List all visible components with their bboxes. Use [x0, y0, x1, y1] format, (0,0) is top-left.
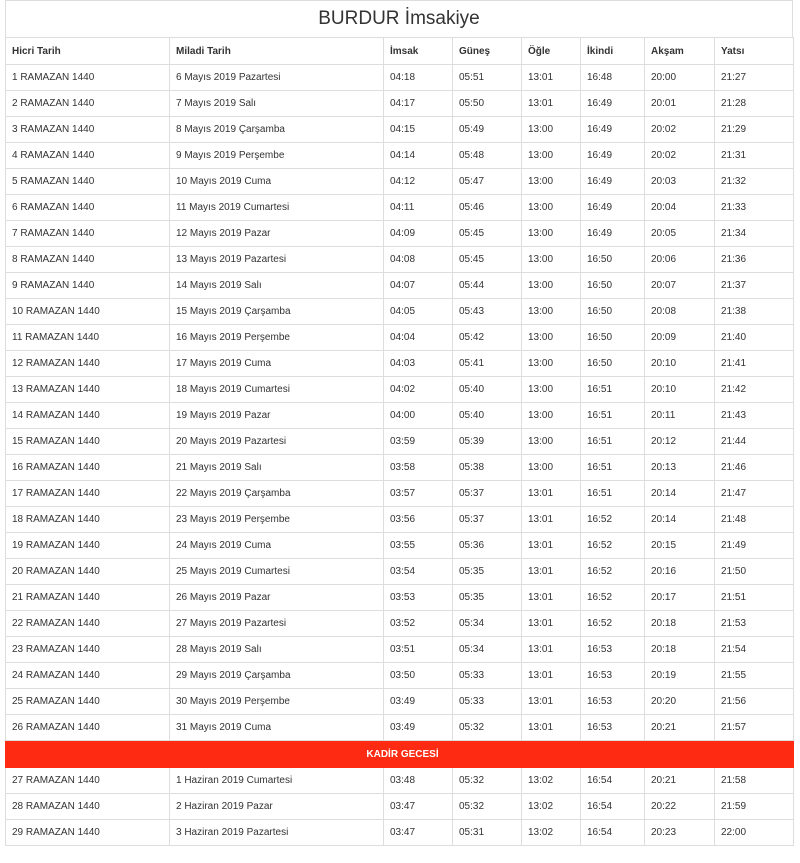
aksam-cell: 20:07 — [645, 273, 715, 299]
miladi-date-cell: 12 Mayıs 2019 Pazar — [170, 221, 384, 247]
ikindi-cell: 16:51 — [581, 429, 645, 455]
yatsi-cell: 21:40 — [715, 325, 794, 351]
imsak-cell: 03:59 — [384, 429, 453, 455]
aksam-cell: 20:22 — [645, 794, 715, 820]
ogle-cell: 13:00 — [522, 351, 581, 377]
imsak-cell: 03:50 — [384, 663, 453, 689]
gunes-cell: 05:50 — [453, 91, 522, 117]
ikindi-cell: 16:48 — [581, 65, 645, 91]
yatsi-cell: 21:28 — [715, 91, 794, 117]
column-header-gunes: Güneş — [453, 38, 522, 65]
ogle-cell: 13:02 — [522, 794, 581, 820]
ogle-cell: 13:00 — [522, 273, 581, 299]
imsak-cell: 04:02 — [384, 377, 453, 403]
imsak-cell: 03:58 — [384, 455, 453, 481]
aksam-cell: 20:02 — [645, 117, 715, 143]
hicri-date-cell: 24 RAMAZAN 1440 — [6, 663, 170, 689]
ikindi-cell: 16:54 — [581, 768, 645, 794]
hicri-date-cell: 11 RAMAZAN 1440 — [6, 325, 170, 351]
table-body — [6, 65, 794, 846]
column-header-ogle: Öğle — [522, 38, 581, 65]
ogle-cell: 13:00 — [522, 221, 581, 247]
ogle-cell: 13:01 — [522, 637, 581, 663]
table-row — [6, 351, 794, 377]
ogle-cell: 13:01 — [522, 559, 581, 585]
ikindi-cell: 16:53 — [581, 663, 645, 689]
table-row — [6, 768, 794, 794]
hicri-date-cell: 4 RAMAZAN 1440 — [6, 143, 170, 169]
ikindi-cell: 16:49 — [581, 143, 645, 169]
gunes-cell: 05:40 — [453, 403, 522, 429]
yatsi-cell: 21:32 — [715, 169, 794, 195]
aksam-cell: 20:10 — [645, 377, 715, 403]
kadir-gecesi-row — [6, 741, 794, 768]
aksam-cell: 20:17 — [645, 585, 715, 611]
imsak-cell: 03:47 — [384, 820, 453, 846]
imsak-cell: 03:56 — [384, 507, 453, 533]
ikindi-cell: 16:49 — [581, 91, 645, 117]
aksam-cell: 20:13 — [645, 455, 715, 481]
table-row — [6, 299, 794, 325]
aksam-cell: 20:01 — [645, 91, 715, 117]
gunes-cell: 05:36 — [453, 533, 522, 559]
miladi-date-cell: 3 Haziran 2019 Pazartesi — [170, 820, 384, 846]
table-row — [6, 559, 794, 585]
ikindi-cell: 16:52 — [581, 611, 645, 637]
aksam-cell: 20:21 — [645, 768, 715, 794]
yatsi-cell: 21:42 — [715, 377, 794, 403]
aksam-cell: 20:14 — [645, 507, 715, 533]
ogle-cell: 13:00 — [522, 195, 581, 221]
imsak-cell: 04:03 — [384, 351, 453, 377]
yatsi-cell: 21:50 — [715, 559, 794, 585]
table-row — [6, 403, 794, 429]
table-row — [6, 611, 794, 637]
miladi-date-cell: 2 Haziran 2019 Pazar — [170, 794, 384, 820]
table-row — [6, 273, 794, 299]
table-row — [6, 455, 794, 481]
column-header-aksam: Akşam — [645, 38, 715, 65]
aksam-cell: 20:15 — [645, 533, 715, 559]
ogle-cell: 13:00 — [522, 247, 581, 273]
table-row — [6, 195, 794, 221]
yatsi-cell: 21:34 — [715, 221, 794, 247]
ogle-cell: 13:01 — [522, 65, 581, 91]
hicri-date-cell: 17 RAMAZAN 1440 — [6, 481, 170, 507]
ikindi-cell: 16:49 — [581, 221, 645, 247]
aksam-cell: 20:12 — [645, 429, 715, 455]
imsak-cell: 03:49 — [384, 715, 453, 741]
ogle-cell: 13:00 — [522, 169, 581, 195]
gunes-cell: 05:39 — [453, 429, 522, 455]
yatsi-cell: 21:55 — [715, 663, 794, 689]
hicri-date-cell: 14 RAMAZAN 1440 — [6, 403, 170, 429]
ikindi-cell: 16:51 — [581, 481, 645, 507]
gunes-cell: 05:35 — [453, 585, 522, 611]
aksam-cell: 20:20 — [645, 689, 715, 715]
gunes-cell: 05:41 — [453, 351, 522, 377]
ikindi-cell: 16:52 — [581, 507, 645, 533]
aksam-cell: 20:21 — [645, 715, 715, 741]
yatsi-cell: 21:54 — [715, 637, 794, 663]
yatsi-cell: 21:48 — [715, 507, 794, 533]
ikindi-cell: 16:54 — [581, 820, 645, 846]
miladi-date-cell: 14 Mayıs 2019 Salı — [170, 273, 384, 299]
miladi-date-cell: 20 Mayıs 2019 Pazartesi — [170, 429, 384, 455]
miladi-date-cell: 15 Mayıs 2019 Çarşamba — [170, 299, 384, 325]
ikindi-cell: 16:50 — [581, 325, 645, 351]
imsak-cell: 04:15 — [384, 117, 453, 143]
yatsi-cell: 21:33 — [715, 195, 794, 221]
ikindi-cell: 16:54 — [581, 794, 645, 820]
miladi-date-cell: 23 Mayıs 2019 Perşembe — [170, 507, 384, 533]
miladi-date-cell: 11 Mayıs 2019 Cumartesi — [170, 195, 384, 221]
miladi-date-cell: 28 Mayıs 2019 Salı — [170, 637, 384, 663]
yatsi-cell: 21:47 — [715, 481, 794, 507]
imsak-cell: 04:04 — [384, 325, 453, 351]
yatsi-cell: 21:49 — [715, 533, 794, 559]
yatsi-cell: 21:57 — [715, 715, 794, 741]
ogle-cell: 13:01 — [522, 611, 581, 637]
imsak-cell: 03:48 — [384, 768, 453, 794]
gunes-cell: 05:34 — [453, 637, 522, 663]
miladi-date-cell: 31 Mayıs 2019 Cuma — [170, 715, 384, 741]
aksam-cell: 20:03 — [645, 169, 715, 195]
column-header-imsak: İmsak — [384, 38, 453, 65]
gunes-cell: 05:44 — [453, 273, 522, 299]
aksam-cell: 20:18 — [645, 637, 715, 663]
miladi-date-cell: 22 Mayıs 2019 Çarşamba — [170, 481, 384, 507]
gunes-cell: 05:32 — [453, 794, 522, 820]
gunes-cell: 05:49 — [453, 117, 522, 143]
ikindi-cell: 16:51 — [581, 455, 645, 481]
hicri-date-cell: 28 RAMAZAN 1440 — [6, 794, 170, 820]
imsak-cell: 03:54 — [384, 559, 453, 585]
table-row — [6, 143, 794, 169]
table-row — [6, 637, 794, 663]
hicri-date-cell: 13 RAMAZAN 1440 — [6, 377, 170, 403]
aksam-cell: 20:23 — [645, 820, 715, 846]
ogle-cell: 13:00 — [522, 299, 581, 325]
miladi-date-cell: 29 Mayıs 2019 Çarşamba — [170, 663, 384, 689]
gunes-cell: 05:37 — [453, 507, 522, 533]
aksam-cell: 20:11 — [645, 403, 715, 429]
aksam-cell: 20:09 — [645, 325, 715, 351]
imsak-cell: 03:49 — [384, 689, 453, 715]
miladi-date-cell: 27 Mayıs 2019 Pazartesi — [170, 611, 384, 637]
ikindi-cell: 16:53 — [581, 689, 645, 715]
imsak-cell: 04:12 — [384, 169, 453, 195]
aksam-cell: 20:14 — [645, 481, 715, 507]
hicri-date-cell: 2 RAMAZAN 1440 — [6, 91, 170, 117]
table-row — [6, 91, 794, 117]
ogle-cell: 13:01 — [522, 481, 581, 507]
imsak-cell: 03:55 — [384, 533, 453, 559]
yatsi-cell: 21:38 — [715, 299, 794, 325]
gunes-cell: 05:47 — [453, 169, 522, 195]
table-row — [6, 221, 794, 247]
ikindi-cell: 16:50 — [581, 299, 645, 325]
aksam-cell: 20:06 — [645, 247, 715, 273]
hicri-date-cell: 29 RAMAZAN 1440 — [6, 820, 170, 846]
gunes-cell: 05:46 — [453, 195, 522, 221]
ogle-cell: 13:00 — [522, 403, 581, 429]
aksam-cell: 20:02 — [645, 143, 715, 169]
gunes-cell: 05:48 — [453, 143, 522, 169]
table-row — [6, 169, 794, 195]
aksam-cell: 20:08 — [645, 299, 715, 325]
hicri-date-cell: 3 RAMAZAN 1440 — [6, 117, 170, 143]
ogle-cell: 13:01 — [522, 507, 581, 533]
table-row — [6, 794, 794, 820]
miladi-date-cell: 10 Mayıs 2019 Cuma — [170, 169, 384, 195]
miladi-date-cell: 7 Mayıs 2019 Salı — [170, 91, 384, 117]
ogle-cell: 13:01 — [522, 715, 581, 741]
hicri-date-cell: 7 RAMAZAN 1440 — [6, 221, 170, 247]
page-title: BURDUR İmsakiye — [5, 0, 793, 37]
miladi-date-cell: 16 Mayıs 2019 Perşembe — [170, 325, 384, 351]
gunes-cell: 05:45 — [453, 247, 522, 273]
imsak-cell: 04:09 — [384, 221, 453, 247]
ogle-cell: 13:01 — [522, 689, 581, 715]
gunes-cell: 05:33 — [453, 689, 522, 715]
gunes-cell: 05:33 — [453, 663, 522, 689]
ogle-cell: 13:01 — [522, 91, 581, 117]
column-header-yatsi: Yatsı — [715, 38, 794, 65]
aksam-cell: 20:16 — [645, 559, 715, 585]
yatsi-cell: 22:00 — [715, 820, 794, 846]
imsak-cell: 04:08 — [384, 247, 453, 273]
gunes-cell: 05:32 — [453, 715, 522, 741]
ogle-cell: 13:01 — [522, 533, 581, 559]
ikindi-cell: 16:52 — [581, 533, 645, 559]
table-row — [6, 663, 794, 689]
imsak-cell: 04:11 — [384, 195, 453, 221]
hicri-date-cell: 12 RAMAZAN 1440 — [6, 351, 170, 377]
hicri-date-cell: 27 RAMAZAN 1440 — [6, 768, 170, 794]
ogle-cell: 13:02 — [522, 820, 581, 846]
hicri-date-cell: 9 RAMAZAN 1440 — [6, 273, 170, 299]
yatsi-cell: 21:29 — [715, 117, 794, 143]
imsak-cell: 04:14 — [384, 143, 453, 169]
hicri-date-cell: 18 RAMAZAN 1440 — [6, 507, 170, 533]
miladi-date-cell: 9 Mayıs 2019 Perşembe — [170, 143, 384, 169]
miladi-date-cell: 25 Mayıs 2019 Cumartesi — [170, 559, 384, 585]
table-row — [6, 377, 794, 403]
aksam-cell: 20:10 — [645, 351, 715, 377]
aksam-cell: 20:18 — [645, 611, 715, 637]
hicri-date-cell: 1 RAMAZAN 1440 — [6, 65, 170, 91]
ikindi-cell: 16:50 — [581, 247, 645, 273]
imsakiye-container — [5, 0, 793, 846]
yatsi-cell: 21:44 — [715, 429, 794, 455]
ogle-cell: 13:01 — [522, 585, 581, 611]
imsak-cell: 04:00 — [384, 403, 453, 429]
gunes-cell: 05:32 — [453, 768, 522, 794]
imsak-cell: 04:18 — [384, 65, 453, 91]
ogle-cell: 13:00 — [522, 143, 581, 169]
ogle-cell: 13:00 — [522, 117, 581, 143]
ikindi-cell: 16:51 — [581, 403, 645, 429]
ikindi-cell: 16:53 — [581, 715, 645, 741]
table-row — [6, 533, 794, 559]
yatsi-cell: 21:27 — [715, 65, 794, 91]
yatsi-cell: 21:37 — [715, 273, 794, 299]
table-row — [6, 247, 794, 273]
gunes-cell: 05:31 — [453, 820, 522, 846]
gunes-cell: 05:35 — [453, 559, 522, 585]
hicri-date-cell: 21 RAMAZAN 1440 — [6, 585, 170, 611]
imsak-cell: 03:47 — [384, 794, 453, 820]
table-row — [6, 325, 794, 351]
table-row — [6, 429, 794, 455]
hicri-date-cell: 22 RAMAZAN 1440 — [6, 611, 170, 637]
miladi-date-cell: 8 Mayıs 2019 Çarşamba — [170, 117, 384, 143]
hicri-date-cell: 19 RAMAZAN 1440 — [6, 533, 170, 559]
miladi-date-cell: 26 Mayıs 2019 Pazar — [170, 585, 384, 611]
ogle-cell: 13:00 — [522, 429, 581, 455]
aksam-cell: 20:04 — [645, 195, 715, 221]
yatsi-cell: 21:51 — [715, 585, 794, 611]
column-header-miladi: Miladi Tarih — [170, 38, 384, 65]
kadir-gecesi-label: KADİR GECESİ — [6, 741, 794, 768]
table-row — [6, 689, 794, 715]
gunes-cell: 05:37 — [453, 481, 522, 507]
table-row — [6, 117, 794, 143]
imsak-cell: 04:05 — [384, 299, 453, 325]
yatsi-cell: 21:36 — [715, 247, 794, 273]
ikindi-cell: 16:49 — [581, 169, 645, 195]
gunes-cell: 05:34 — [453, 611, 522, 637]
aksam-cell: 20:00 — [645, 65, 715, 91]
ikindi-cell: 16:49 — [581, 117, 645, 143]
miladi-date-cell: 21 Mayıs 2019 Salı — [170, 455, 384, 481]
gunes-cell: 05:38 — [453, 455, 522, 481]
yatsi-cell: 21:59 — [715, 794, 794, 820]
column-header-hicri: Hicri Tarih — [6, 38, 170, 65]
imsak-cell: 03:57 — [384, 481, 453, 507]
yatsi-cell: 21:58 — [715, 768, 794, 794]
yatsi-cell: 21:56 — [715, 689, 794, 715]
ikindi-cell: 16:51 — [581, 377, 645, 403]
hicri-date-cell: 16 RAMAZAN 1440 — [6, 455, 170, 481]
imsak-cell: 04:07 — [384, 273, 453, 299]
miladi-date-cell: 6 Mayıs 2019 Pazartesi — [170, 65, 384, 91]
imsak-cell: 03:53 — [384, 585, 453, 611]
gunes-cell: 05:51 — [453, 65, 522, 91]
hicri-date-cell: 8 RAMAZAN 1440 — [6, 247, 170, 273]
ikindi-cell: 16:52 — [581, 585, 645, 611]
column-header-ikindi: İkindi — [581, 38, 645, 65]
gunes-cell: 05:43 — [453, 299, 522, 325]
hicri-date-cell: 6 RAMAZAN 1440 — [6, 195, 170, 221]
imsakiye-table — [5, 37, 794, 846]
ogle-cell: 13:00 — [522, 377, 581, 403]
yatsi-cell: 21:31 — [715, 143, 794, 169]
yatsi-cell: 21:43 — [715, 403, 794, 429]
ikindi-cell: 16:50 — [581, 351, 645, 377]
miladi-date-cell: 24 Mayıs 2019 Cuma — [170, 533, 384, 559]
table-row — [6, 507, 794, 533]
gunes-cell: 05:40 — [453, 377, 522, 403]
hicri-date-cell: 15 RAMAZAN 1440 — [6, 429, 170, 455]
hicri-date-cell: 25 RAMAZAN 1440 — [6, 689, 170, 715]
gunes-cell: 05:45 — [453, 221, 522, 247]
ogle-cell: 13:01 — [522, 663, 581, 689]
miladi-date-cell: 19 Mayıs 2019 Pazar — [170, 403, 384, 429]
ikindi-cell: 16:49 — [581, 195, 645, 221]
table-row — [6, 820, 794, 846]
miladi-date-cell: 1 Haziran 2019 Cumartesi — [170, 768, 384, 794]
miladi-date-cell: 13 Mayıs 2019 Pazartesi — [170, 247, 384, 273]
yatsi-cell: 21:53 — [715, 611, 794, 637]
yatsi-cell: 21:41 — [715, 351, 794, 377]
miladi-date-cell: 17 Mayıs 2019 Cuma — [170, 351, 384, 377]
ogle-cell: 13:00 — [522, 455, 581, 481]
gunes-cell: 05:42 — [453, 325, 522, 351]
aksam-cell: 20:05 — [645, 221, 715, 247]
hicri-date-cell: 20 RAMAZAN 1440 — [6, 559, 170, 585]
ikindi-cell: 16:50 — [581, 273, 645, 299]
table-header-row — [6, 38, 794, 65]
ogle-cell: 13:02 — [522, 768, 581, 794]
ikindi-cell: 16:53 — [581, 637, 645, 663]
hicri-date-cell: 23 RAMAZAN 1440 — [6, 637, 170, 663]
imsak-cell: 03:52 — [384, 611, 453, 637]
imsak-cell: 03:51 — [384, 637, 453, 663]
yatsi-cell: 21:46 — [715, 455, 794, 481]
hicri-date-cell: 10 RAMAZAN 1440 — [6, 299, 170, 325]
table-row — [6, 481, 794, 507]
table-row — [6, 585, 794, 611]
table-row — [6, 65, 794, 91]
ikindi-cell: 16:52 — [581, 559, 645, 585]
imsak-cell: 04:17 — [384, 91, 453, 117]
aksam-cell: 20:19 — [645, 663, 715, 689]
table-row — [6, 715, 794, 741]
miladi-date-cell: 30 Mayıs 2019 Perşembe — [170, 689, 384, 715]
ogle-cell: 13:00 — [522, 325, 581, 351]
hicri-date-cell: 26 RAMAZAN 1440 — [6, 715, 170, 741]
hicri-date-cell: 5 RAMAZAN 1440 — [6, 169, 170, 195]
miladi-date-cell: 18 Mayıs 2019 Cumartesi — [170, 377, 384, 403]
